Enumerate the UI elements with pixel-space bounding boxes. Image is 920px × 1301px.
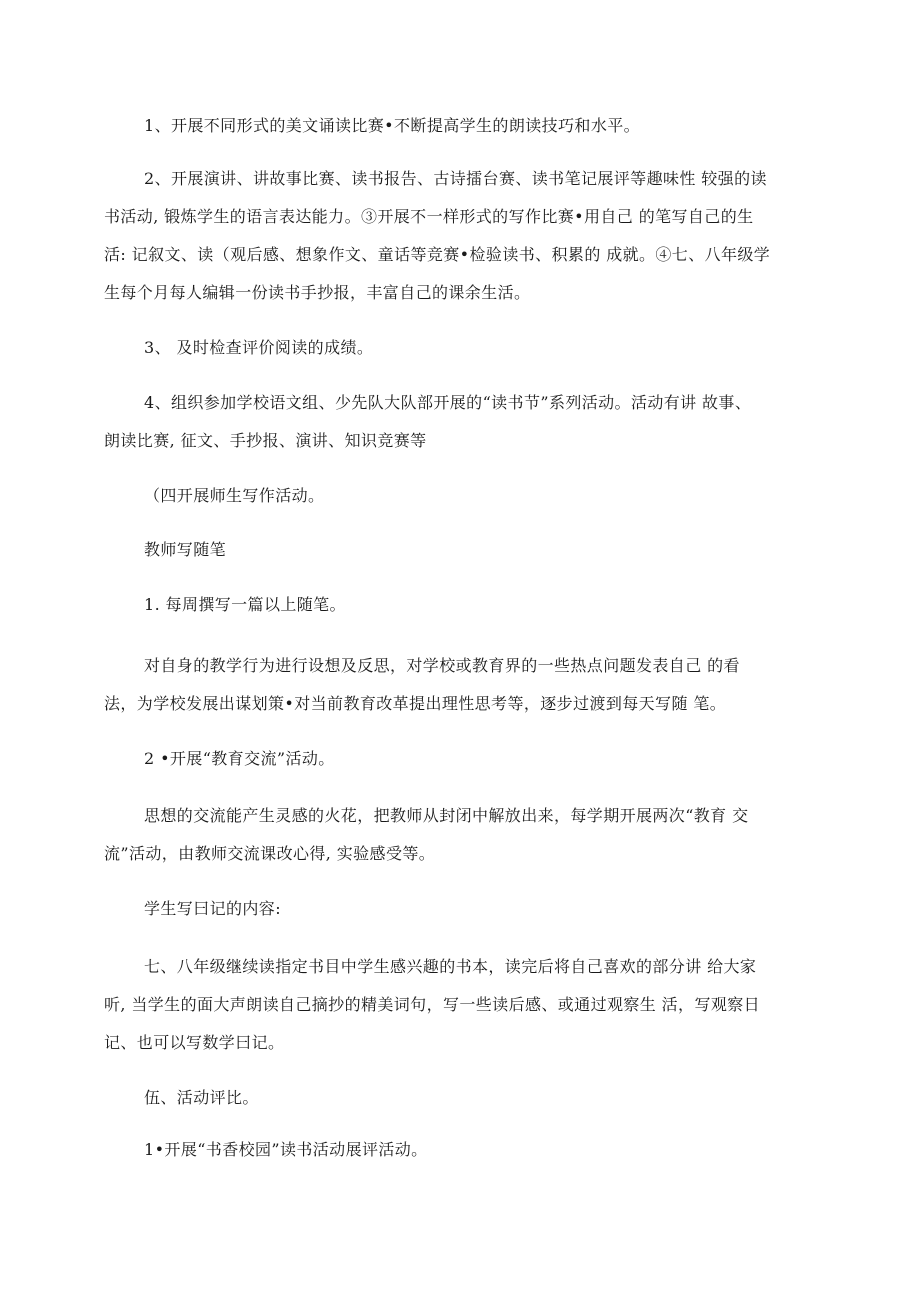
- paragraph-12: [104, 948, 816, 1062]
- paragraph-4: [104, 384, 816, 460]
- paragraph-9: 2 •开展“教育交流”活动。: [144, 749, 335, 768]
- paragraph-4-line-2: 朗读比赛, 征文、手抄报、演讲、知识竞赛等: [104, 431, 427, 450]
- paragraph-12-line-2: 听, 当学生的面大声朗读自己摘抄的精美词句，写一些读后感、或通过观察生 活，写观察日: [104, 995, 761, 1014]
- paragraph-2-line-3: 活: 记叙文、读（观后感、想象作文、童话等竞赛•检验读书、积累的 成就。④七、八年级学: [104, 245, 771, 264]
- paragraph-1: 1、开展不同形式的美文诵读比赛•不断提高学生的朗读技巧和水平。: [144, 116, 641, 135]
- paragraph-7: 1. 每周撰写一篇以上随笔。: [144, 595, 346, 614]
- paragraph-6: 教师写随笔: [144, 540, 227, 559]
- paragraph-10-line-2: 流”活动，由教师交流课改心得, 实验感受等。: [104, 844, 436, 863]
- paragraph-3: 3、 及时检查评价阅读的成绩。: [144, 338, 374, 357]
- paragraph-2-line-2: 书活动, 锻炼学生的语言表达能力。③开展不一样形式的写作比赛•用自己 的笔写自己的生: [104, 207, 754, 226]
- paragraph-2-line-1: 2、开展演讲、讲故事比赛、读书报告、古诗擂台赛、读书笔记展评等趣味性 较强的读: [144, 169, 767, 188]
- paragraph-11: 学生写曰记的内容:: [144, 899, 281, 918]
- paragraph-2-line-4: 生每个月每人编辑一份读书手抄报，丰富自己的课余生活。: [104, 283, 531, 302]
- paragraph-8-line-1: 对自身的教学行为进行设想及反思，对学校或教育界的一些热点问题发表自己 的看: [144, 656, 740, 675]
- paragraph-2: [104, 160, 816, 312]
- paragraph-10: [104, 797, 816, 873]
- paragraph-8: [104, 647, 816, 723]
- paragraph-13: 伍、活动评比。: [144, 1088, 259, 1107]
- paragraph-14: 1•开展“书香校园”读书活动展评活动。: [144, 1140, 428, 1159]
- paragraph-12-line-3: 记、也可以写数学曰记。: [104, 1033, 285, 1052]
- paragraph-5: （四开展师生写作活动。: [144, 486, 325, 505]
- paragraph-4-line-1: 4、组织参加学校语文组、少先队大队部开展的“读书节”系列活动。活动有讲 故事、: [144, 393, 752, 412]
- paragraph-8-line-2: 法，为学校发展出谋划策•对当前教育改革提出理性思考等，逐步过渡到每天写随 笔。: [104, 694, 727, 713]
- paragraph-12-line-1: 七、八年级继续读指定书目中学生感兴趣的书本，读完后将自己喜欢的部分讲 给大家: [144, 957, 757, 976]
- paragraph-10-line-1: 思想的交流能产生灵感的火花，把教师从封闭中解放出来，每学期开展两次“教育 交: [144, 806, 749, 825]
